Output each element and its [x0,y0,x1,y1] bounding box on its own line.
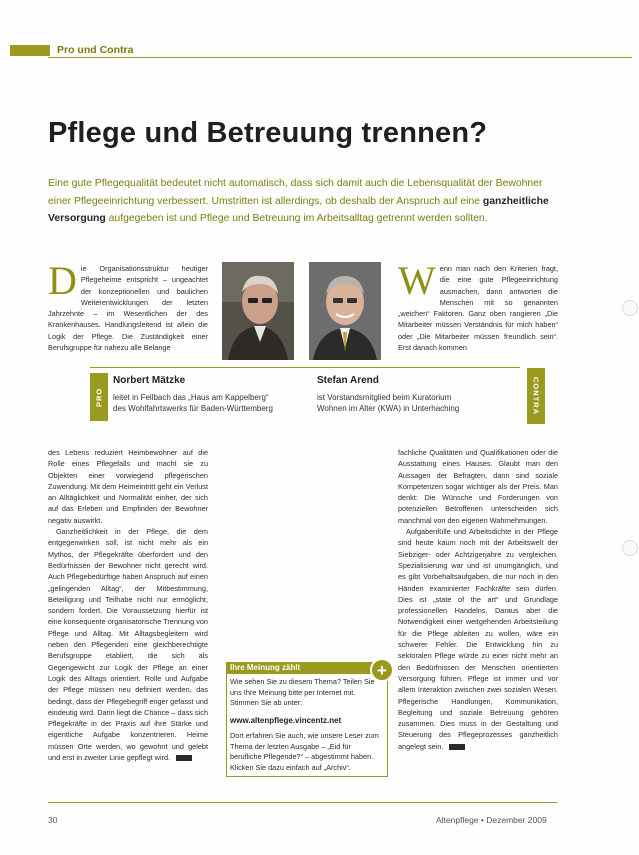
contra-tab: CONTRA [527,368,545,424]
page-number: 30 [48,815,58,825]
pro-dropcap: D [48,258,77,303]
contra-portrait-photo [309,262,381,360]
pro-role-line2: des Wohlfahrtswerks für Baden-Württemberg [113,404,273,413]
pro-portrait-photo [222,262,294,360]
end-mark [449,744,465,750]
rubric-bar [10,45,50,56]
contra-body-column [398,447,558,752]
lead-paragraph [48,175,568,228]
page-title: Pflege und Betreuung trennen? [48,117,488,149]
contra-name: Stefan Arend [317,375,379,386]
opinion-box-header [226,662,386,674]
pro-tab: PRO [90,373,108,421]
contra-role-line2: Wohnen im Alter (KWA) in Unterhaching [317,404,460,413]
contra-paragraph-1: fachliche Qualitäten und Qualifikationen oder die Ausstattung eines Hauses. Glaubt man den Aussagen der Befragten, dann sind soziale Kompetenzen sogar wichtiger als der Preis. Man denkt: Die Wünsche und Forderungen von potenziellen Betroffenen unterscheiden sich manchmal von den eigenen Wahrnehmungen. [398,448,558,525]
opinion-text-1: Wie sehen Sie zu diesem Thema? Teilen Sie uns Ihre Meinung bitte per Internet mit. Stimmen Sie ab unter: [230,677,375,707]
lead-bold: ganzheitliche Versorgung [48,195,549,224]
pro-paragraph-1: des Lebens reduziert Heimbewohner auf die Rolle eines Pflegefalls und macht sie zu Objekten einer vorwiegend pflegerischen Zuwendung. Mit dem Heimeintritt geht ein Verlust an Alltäglichkeit und Normalität einher, der sich auf das Erleben und Empfinden der Bewohner negativ auswirkt. [48,448,208,525]
pro-role-line1: leitet in Fellbach das „Haus am Kappelberg“ [113,393,269,402]
end-mark [176,755,192,761]
plus-icon: + [370,658,394,682]
footer-rule [48,802,557,803]
pro-intro [48,258,208,353]
rubric-label: Pro und Contra [57,44,134,56]
contra-paragraph-2 [398,526,558,752]
pro-paragraph-2 [48,526,208,763]
opinion-title: Ihre Meinung zählt [230,663,301,672]
lead-text: Eine gute Pflegequalität bedeutet nicht automatisch, dass sich damit auch die Lebensqualität der Bewohner einer Pflegeeinrichtung verbessert. Umstritten ist allerdings, ob deshalb der Anspruch auf eine [48,178,543,207]
punch-hole [622,540,638,556]
contra-intro [398,258,558,353]
contra-role-line1: ist Vorstandsmitglied beim Kuratorium [317,393,452,402]
contra-paragraph-2-text: Aufgabenfülle und Arbeitsdichte in der Pflege sind heute kaum noch mit der Arbeitswelt der Siebziger- oder Achtzigerjahre zu vergleichen. Spezialisierung war und ist unumgänglich, und es gibt Vorbehaltsaufgaben, die nur noch in den Händen examinierter Fachkräfte sein dürfen. Dies ist „state of the art“ und Grundlage professionellen Handelns. Daraus aber die Notwendigkeit einer weitgehenden Arbeitsteilung für die Pflege ableiten zu wollen, wäre ein schwerer Fehler. Die Entwicklung hin zu sektoralen Pflege würde zu einer nicht mehr an den Bedürfnissen der Menschen orientierten Versorgung führen. Pflege ist immer und vor allem Interaktion zwischen zwei sozialen Wesen. Pflegerische Handlungen, Kommunikation, Begleitung und soziale Betreuung gehören zusammen. Dies muss in der Gestaltung und Steuerung des Pflegeprozesses ganzheitlich angelegt sein. [398,527,558,751]
contra-intro-text: enn man nach den Kriterien fragt, die eine gute Pflegeeinrichtung ausmachen, dann antworten die Menschen mit so genannten „weichen“ Faktoren. Ganz oben rangieren „Die Mitarbeiter müssen Verständnis für mich haben“ oder „Die Mitarbeiter müssen freundlich sein“. Erst danach kommen [398,264,558,353]
contra-dropcap: W [398,258,436,303]
opinion-text-2: Dort erfahren Sie auch, wie unsere Leser zum Thema der letzten Ausgabe – „Eid für berufliche Pflegende?“ – abgestimmt haben. Klicken Sie dazu einfach auf „Archiv“. [230,731,379,772]
pro-paragraph-2-text: Ganzheitlichkeit in der Pflege, die dem entgegenwirken soll, ist nicht mehr als ein Mythos, der Pflegekräfte überfordert und den Bedürfnissen der Bewohner nicht gerecht wird. Auch Pflegebedürftige haben Anspruch auf einen „gelingenden Alltag“, der Mitbestimmung, Beteiligung und Teilhabe nicht nur ermöglicht, sondern fordert. Die Voraussetzung hierfür ist eine konsequente organisatorische Trennung von Pflege und Alltag. Mit Alltagsbegleitern wird neben den Pflegenden eine gleichberechtigte Berufsgruppe etabliert, die sich als Gegengewicht zur Logik der Pflege an einer Logik des Alltags orientiert. Rolle und Aufgabe der Pflege müssen neu definiert werden, das bedingt, dass der Pflegebegriff enger gefasst und eindeutig wird. Darin liegt die Chance – dass sich Pflegekräfte in der Praxis auf ihre Stärke und eigentliche Aufgabe konzentrieren. Heime müssen Orte werden, wo gewohnt und gelebt und erst in zweiter Linie gepflegt wird. [48,527,208,763]
lead-end: aufgegeben ist und Pflege und Betreuung im Arbeitsalltag getrennt werden sollten. [105,213,488,224]
pro-intro-text: ie Organisationsstruktur heutiger Pflegeheime entspricht – ungeachtet der konzeptionellen und baulichen Weiterentwicklungen der letzten Jahrzehnte – im Wesentlichen der des Krankenhauses. Handlungsleitend ist allein die Logik der Pflege. Die Zuständigkeit einer Berufsgruppe für nahezu alle Belange [48,264,208,353]
magazine-issue: Altenpflege • Dezember 2009 [436,815,547,825]
rubric-rule [48,57,632,58]
opinion-url-link[interactable]: www.altenpflege.vincentz.net [230,716,342,725]
punch-hole [622,300,638,316]
name-strip-rule-top [90,367,520,368]
pro-body-column [48,447,208,763]
pro-name: Norbert Mätzke [113,375,186,386]
